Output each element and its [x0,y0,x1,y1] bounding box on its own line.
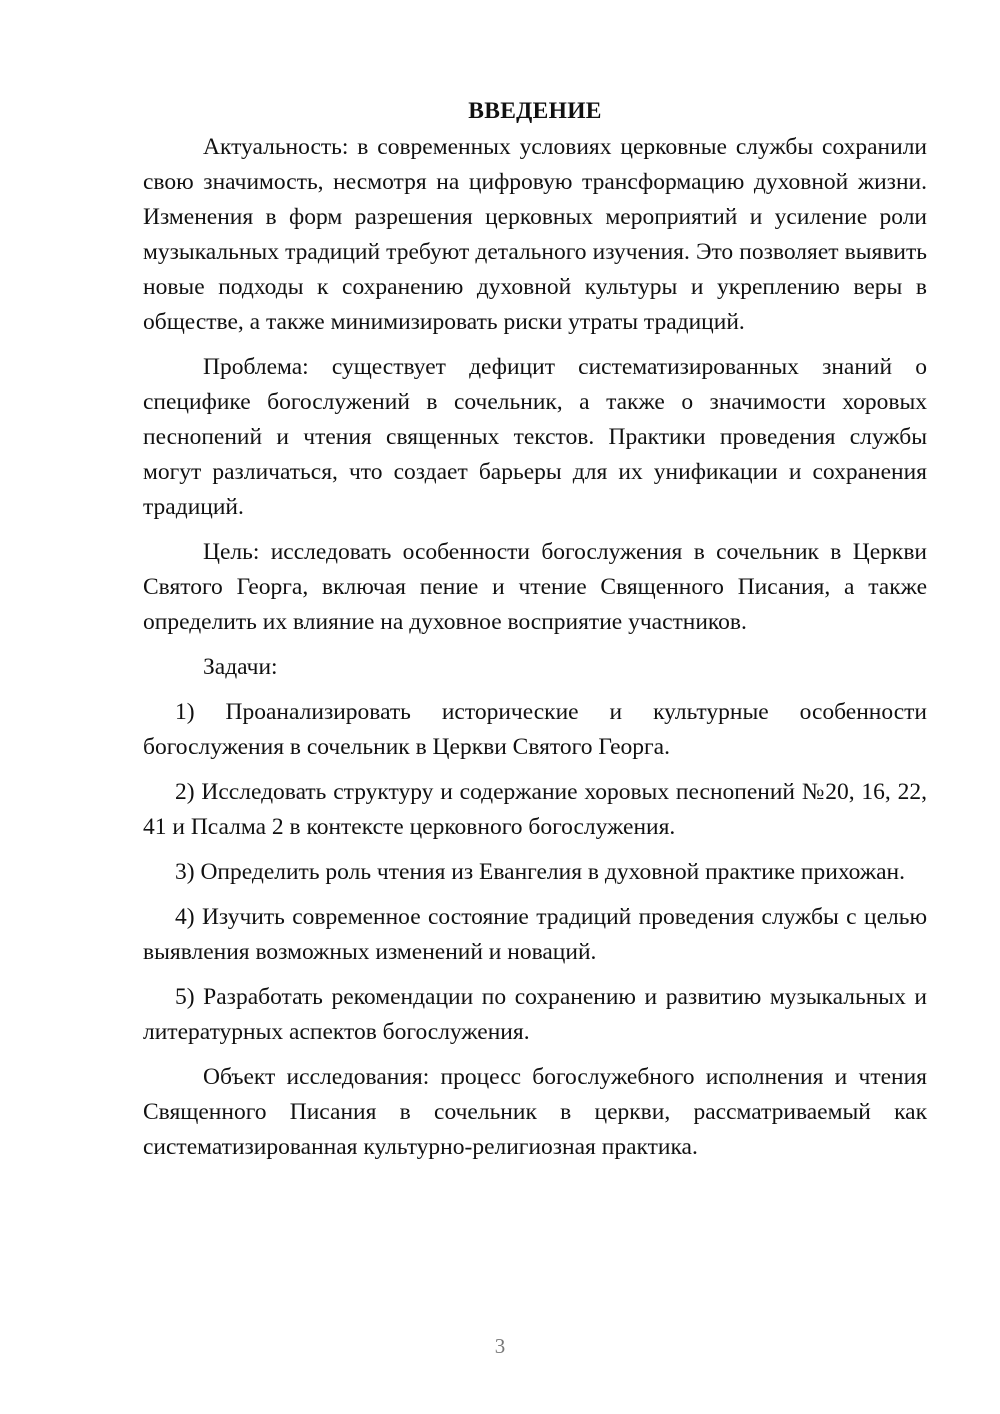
paragraph-problem: Проблема: существует дефицит систематизированных знаний о специфике богослужений в сочельник, а также о значимости хоровых песнопений и чтения священных текстов. Практики проведения службы могут различаться, что создает барьеры для их унификации и сохранения традиций. [143,354,927,520]
task-item: 5) Разработать рекомендации по сохранению и развитию музыкальных и литературных аспектов богослужения. [143,984,927,1045]
page-title: ВВЕДЕНИЕ [468,98,602,124]
paragraph-object: Объект исследования: процесс богослужебного исполнения и чтения Священного Писания в сочельник в церкви, рассматриваемый как систематизированная культурно-религиозная практика. [143,1064,927,1160]
page-content [143,95,927,1175]
task-item: 2) Исследовать структуру и содержание хоровых песнопений №20, 16, 22, 41 и Псалма 2 в контексте церковного богослужения. [143,779,927,840]
task-item: 4) Изучить современное состояние традиций проведения службы с целью выявления возможных изменений и новаций. [143,904,927,965]
tasks-heading: Задачи: [203,654,278,680]
task-item: 1) Проанализировать исторические и культурные особенности богослужения в сочельник в Церкви Святого Георга. [143,699,927,760]
paragraph-relevance: Актуальность: в современных условиях церковные службы сохранили свою значимость, несмотря на цифровую трансформацию духовной жизни. Изменения в форм разрешения церковных мероприятий и усиление роли музыкальных традиций требуют детального изучения. Это позволяет выявить новые подходы к сохранению духовной культуры и укреплению веры в обществе, а также минимизировать риски утраты традиций. [143,134,927,335]
paragraph-goal: Цель: исследовать особенности богослужения в сочельник в Церкви Святого Георга, включая пение и чтение Священного Писания, а также определить их влияние на духовное восприятие участников. [143,539,927,635]
page-number: 3 [494,1334,506,1358]
task-item: 3) Определить роль чтения из Евангелия в духовной практике прихожан. [175,859,905,885]
